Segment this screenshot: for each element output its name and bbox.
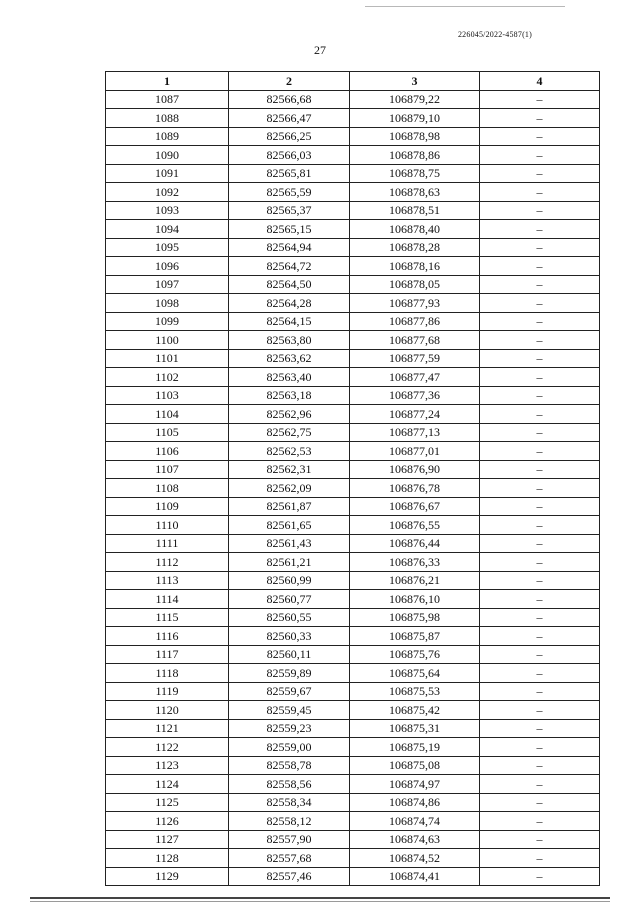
y-coordinate-cell: 106879,10 — [350, 109, 480, 128]
table-row — [106, 146, 600, 165]
point-number-cell: 1119 — [106, 682, 229, 701]
x-coordinate-cell: 82565,59 — [229, 183, 350, 202]
column-header: 2 — [229, 72, 350, 91]
note-cell: – — [480, 516, 600, 535]
point-number-cell: 1106 — [106, 442, 229, 461]
note-cell: – — [480, 146, 600, 165]
column-header: 3 — [350, 72, 480, 91]
point-number-cell: 1101 — [106, 349, 229, 368]
point-number-cell: 1114 — [106, 590, 229, 609]
table-row — [106, 109, 600, 128]
x-coordinate-cell: 82565,37 — [229, 201, 350, 220]
point-number-cell: 1092 — [106, 183, 229, 202]
note-cell: – — [480, 460, 600, 479]
table-row — [106, 479, 600, 498]
y-coordinate-cell: 106877,24 — [350, 405, 480, 424]
point-number-cell: 1128 — [106, 849, 229, 868]
table-row — [106, 571, 600, 590]
table-row — [106, 368, 600, 387]
x-coordinate-cell: 82561,21 — [229, 553, 350, 572]
point-number-cell: 1116 — [106, 627, 229, 646]
point-number-cell: 1093 — [106, 201, 229, 220]
point-number-cell: 1107 — [106, 460, 229, 479]
table-row — [106, 608, 600, 627]
x-coordinate-cell: 82565,81 — [229, 164, 350, 183]
y-coordinate-cell: 106874,97 — [350, 775, 480, 794]
y-coordinate-cell: 106878,40 — [350, 220, 480, 239]
y-coordinate-cell: 106878,05 — [350, 275, 480, 294]
y-coordinate-cell: 106875,87 — [350, 627, 480, 646]
table-row — [106, 460, 600, 479]
page-number: 27 — [314, 43, 326, 57]
point-number-cell: 1129 — [106, 867, 229, 886]
point-number-cell: 1091 — [106, 164, 229, 183]
y-coordinate-cell: 106878,98 — [350, 127, 480, 146]
note-cell: – — [480, 849, 600, 868]
point-number-cell: 1090 — [106, 146, 229, 165]
x-coordinate-cell: 82560,33 — [229, 627, 350, 646]
note-cell: – — [480, 775, 600, 794]
x-coordinate-cell: 82566,03 — [229, 146, 350, 165]
point-number-cell: 1113 — [106, 571, 229, 590]
y-coordinate-cell: 106877,47 — [350, 368, 480, 387]
table-row — [106, 534, 600, 553]
y-coordinate-cell: 106874,41 — [350, 867, 480, 886]
table-row — [106, 553, 600, 572]
note-cell: – — [480, 608, 600, 627]
note-cell: – — [480, 830, 600, 849]
x-coordinate-cell: 82560,77 — [229, 590, 350, 609]
note-cell: – — [480, 571, 600, 590]
point-number-cell: 1102 — [106, 368, 229, 387]
x-coordinate-cell: 82562,31 — [229, 460, 350, 479]
x-coordinate-cell: 82562,53 — [229, 442, 350, 461]
x-coordinate-cell: 82564,50 — [229, 275, 350, 294]
table-row — [106, 849, 600, 868]
point-number-cell: 1110 — [106, 516, 229, 535]
y-coordinate-cell: 106874,52 — [350, 849, 480, 868]
x-coordinate-cell: 82558,78 — [229, 756, 350, 775]
y-coordinate-cell: 106877,01 — [350, 442, 480, 461]
note-cell: – — [480, 127, 600, 146]
x-coordinate-cell: 82559,67 — [229, 682, 350, 701]
x-coordinate-cell: 82563,62 — [229, 349, 350, 368]
table-row — [106, 738, 600, 757]
note-cell: – — [480, 645, 600, 664]
x-coordinate-cell: 82558,56 — [229, 775, 350, 794]
note-cell: – — [480, 368, 600, 387]
x-coordinate-cell: 82562,75 — [229, 423, 350, 442]
note-cell: – — [480, 867, 600, 886]
column-header: 1 — [106, 72, 229, 91]
table-row — [106, 682, 600, 701]
table-row — [106, 220, 600, 239]
point-number-cell: 1098 — [106, 294, 229, 313]
x-coordinate-cell: 82563,40 — [229, 368, 350, 387]
note-cell: – — [480, 386, 600, 405]
point-number-cell: 1117 — [106, 645, 229, 664]
table-row — [106, 516, 600, 535]
note-cell: – — [480, 331, 600, 350]
y-coordinate-cell: 106877,93 — [350, 294, 480, 313]
point-number-cell: 1088 — [106, 109, 229, 128]
point-number-cell: 1096 — [106, 257, 229, 276]
x-coordinate-cell: 82561,65 — [229, 516, 350, 535]
coordinates-table — [105, 71, 600, 886]
note-cell: – — [480, 590, 600, 609]
point-number-cell: 1126 — [106, 812, 229, 831]
note-cell: – — [480, 423, 600, 442]
note-cell: – — [480, 793, 600, 812]
point-number-cell: 1089 — [106, 127, 229, 146]
table-row — [106, 590, 600, 609]
x-coordinate-cell: 82566,68 — [229, 90, 350, 109]
table-row — [106, 183, 600, 202]
top-rule — [365, 6, 565, 7]
note-cell: – — [480, 442, 600, 461]
note-cell: – — [480, 201, 600, 220]
y-coordinate-cell: 106878,28 — [350, 238, 480, 257]
point-number-cell: 1115 — [106, 608, 229, 627]
note-cell: – — [480, 479, 600, 498]
x-coordinate-cell: 82562,09 — [229, 479, 350, 498]
y-coordinate-cell: 106878,51 — [350, 201, 480, 220]
y-coordinate-cell: 106875,64 — [350, 664, 480, 683]
note-cell: – — [480, 756, 600, 775]
y-coordinate-cell: 106875,76 — [350, 645, 480, 664]
x-coordinate-cell: 82558,12 — [229, 812, 350, 831]
x-coordinate-cell: 82563,18 — [229, 386, 350, 405]
y-coordinate-cell: 106876,10 — [350, 590, 480, 609]
column-header: 4 — [480, 72, 600, 91]
table-row — [106, 664, 600, 683]
y-coordinate-cell: 106877,86 — [350, 312, 480, 331]
point-number-cell: 1108 — [106, 479, 229, 498]
table-body — [106, 90, 600, 886]
y-coordinate-cell: 106875,42 — [350, 701, 480, 720]
table-row — [106, 405, 600, 424]
point-number-cell: 1104 — [106, 405, 229, 424]
y-coordinate-cell: 106875,98 — [350, 608, 480, 627]
note-cell: – — [480, 812, 600, 831]
document-number: 226045/2022-4587(1) — [457, 30, 532, 39]
table-row — [106, 719, 600, 738]
table-row — [106, 830, 600, 849]
y-coordinate-cell: 106875,08 — [350, 756, 480, 775]
y-coordinate-cell: 106878,63 — [350, 183, 480, 202]
table-row — [106, 275, 600, 294]
table-row — [106, 442, 600, 461]
y-coordinate-cell: 106874,86 — [350, 793, 480, 812]
bottom-rule-thin — [30, 901, 610, 902]
table-row — [106, 164, 600, 183]
note-cell: – — [480, 275, 600, 294]
point-number-cell: 1127 — [106, 830, 229, 849]
x-coordinate-cell: 82560,99 — [229, 571, 350, 590]
table-row — [106, 257, 600, 276]
point-number-cell: 1105 — [106, 423, 229, 442]
point-number-cell: 1097 — [106, 275, 229, 294]
x-coordinate-cell: 82557,68 — [229, 849, 350, 868]
table-row — [106, 238, 600, 257]
table-row — [106, 497, 600, 516]
point-number-cell: 1120 — [106, 701, 229, 720]
y-coordinate-cell: 106876,67 — [350, 497, 480, 516]
point-number-cell: 1100 — [106, 331, 229, 350]
table-row — [106, 793, 600, 812]
x-coordinate-cell: 82564,15 — [229, 312, 350, 331]
point-number-cell: 1122 — [106, 738, 229, 757]
note-cell: – — [480, 183, 600, 202]
note-cell: – — [480, 238, 600, 257]
table-row — [106, 294, 600, 313]
point-number-cell: 1124 — [106, 775, 229, 794]
table-row — [106, 127, 600, 146]
note-cell: – — [480, 109, 600, 128]
x-coordinate-cell: 82557,46 — [229, 867, 350, 886]
note-cell: – — [480, 682, 600, 701]
note-cell: – — [480, 534, 600, 553]
table-row — [106, 331, 600, 350]
note-cell: – — [480, 164, 600, 183]
x-coordinate-cell: 82557,90 — [229, 830, 350, 849]
table-row — [106, 349, 600, 368]
x-coordinate-cell: 82563,80 — [229, 331, 350, 350]
y-coordinate-cell: 106877,13 — [350, 423, 480, 442]
point-number-cell: 1095 — [106, 238, 229, 257]
y-coordinate-cell: 106878,75 — [350, 164, 480, 183]
table-row — [106, 645, 600, 664]
x-coordinate-cell: 82561,87 — [229, 497, 350, 516]
note-cell: – — [480, 627, 600, 646]
y-coordinate-cell: 106876,78 — [350, 479, 480, 498]
note-cell: – — [480, 312, 600, 331]
x-coordinate-cell: 82562,96 — [229, 405, 350, 424]
x-coordinate-cell: 82566,25 — [229, 127, 350, 146]
x-coordinate-cell: 82566,47 — [229, 109, 350, 128]
note-cell: – — [480, 294, 600, 313]
table-row — [106, 627, 600, 646]
x-coordinate-cell: 82564,72 — [229, 257, 350, 276]
y-coordinate-cell: 106875,53 — [350, 682, 480, 701]
x-coordinate-cell: 82559,45 — [229, 701, 350, 720]
point-number-cell: 1099 — [106, 312, 229, 331]
note-cell: – — [480, 497, 600, 516]
y-coordinate-cell: 106878,16 — [350, 257, 480, 276]
table-header-row — [106, 72, 600, 91]
point-number-cell: 1103 — [106, 386, 229, 405]
point-number-cell: 1123 — [106, 756, 229, 775]
note-cell: – — [480, 349, 600, 368]
y-coordinate-cell: 106874,74 — [350, 812, 480, 831]
note-cell: – — [480, 664, 600, 683]
note-cell: – — [480, 553, 600, 572]
table-row — [106, 756, 600, 775]
y-coordinate-cell: 106878,86 — [350, 146, 480, 165]
point-number-cell: 1094 — [106, 220, 229, 239]
y-coordinate-cell: 106877,68 — [350, 331, 480, 350]
y-coordinate-cell: 106875,31 — [350, 719, 480, 738]
x-coordinate-cell: 82564,28 — [229, 294, 350, 313]
y-coordinate-cell: 106877,59 — [350, 349, 480, 368]
y-coordinate-cell: 106876,21 — [350, 571, 480, 590]
point-number-cell: 1087 — [106, 90, 229, 109]
x-coordinate-cell: 82561,43 — [229, 534, 350, 553]
point-number-cell: 1118 — [106, 664, 229, 683]
point-number-cell: 1109 — [106, 497, 229, 516]
x-coordinate-cell: 82559,00 — [229, 738, 350, 757]
y-coordinate-cell: 106874,63 — [350, 830, 480, 849]
point-number-cell: 1121 — [106, 719, 229, 738]
x-coordinate-cell: 82560,55 — [229, 608, 350, 627]
x-coordinate-cell: 82564,94 — [229, 238, 350, 257]
point-number-cell: 1112 — [106, 553, 229, 572]
table-row — [106, 312, 600, 331]
table-row — [106, 90, 600, 109]
note-cell: – — [480, 701, 600, 720]
note-cell: – — [480, 90, 600, 109]
y-coordinate-cell: 106876,44 — [350, 534, 480, 553]
bottom-rule — [30, 897, 610, 899]
table-row — [106, 423, 600, 442]
table-row — [106, 812, 600, 831]
point-number-cell: 1111 — [106, 534, 229, 553]
y-coordinate-cell: 106875,19 — [350, 738, 480, 757]
y-coordinate-cell: 106879,22 — [350, 90, 480, 109]
x-coordinate-cell: 82559,89 — [229, 664, 350, 683]
table-row — [106, 775, 600, 794]
x-coordinate-cell: 82559,23 — [229, 719, 350, 738]
note-cell: – — [480, 257, 600, 276]
note-cell: – — [480, 405, 600, 424]
x-coordinate-cell: 82560,11 — [229, 645, 350, 664]
note-cell: – — [480, 738, 600, 757]
point-number-cell: 1125 — [106, 793, 229, 812]
table-row — [106, 201, 600, 220]
table-row — [106, 386, 600, 405]
y-coordinate-cell: 106876,33 — [350, 553, 480, 572]
y-coordinate-cell: 106877,36 — [350, 386, 480, 405]
x-coordinate-cell: 82565,15 — [229, 220, 350, 239]
y-coordinate-cell: 106876,90 — [350, 460, 480, 479]
note-cell: – — [480, 719, 600, 738]
table-row — [106, 701, 600, 720]
note-cell: – — [480, 220, 600, 239]
table-row — [106, 867, 600, 886]
y-coordinate-cell: 106876,55 — [350, 516, 480, 535]
x-coordinate-cell: 82558,34 — [229, 793, 350, 812]
